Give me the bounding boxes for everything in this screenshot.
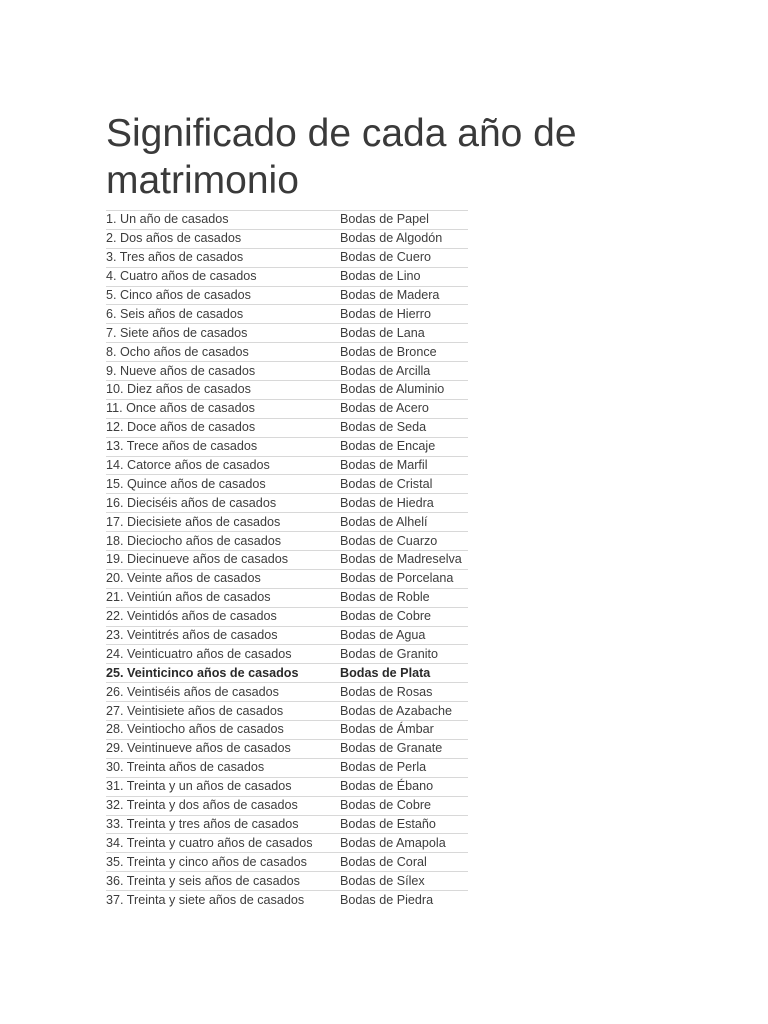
anniversary-name: Bodas de Azabache xyxy=(340,703,453,718)
anniversary-name: Bodas de Agua xyxy=(340,628,426,643)
table-row xyxy=(106,437,468,456)
table-row xyxy=(106,494,468,513)
anniversary-name: Bodas de Lino xyxy=(340,269,421,284)
table-row xyxy=(106,815,468,834)
table-row xyxy=(106,286,468,305)
anniversary-name: Bodas de Piedra xyxy=(340,892,434,907)
anniversary-year: 21. Veintiún años de casados xyxy=(106,590,271,605)
table-row xyxy=(106,381,468,400)
table-row xyxy=(106,569,468,588)
table-row xyxy=(106,324,468,343)
anniversary-name: Bodas de Madreselva xyxy=(340,552,462,567)
table-row xyxy=(106,418,468,437)
anniversary-name: Bodas de Plata xyxy=(340,665,431,680)
anniversary-year: 17. Diecisiete años de casados xyxy=(106,514,281,529)
anniversary-year: 35. Treinta y cinco años de casados xyxy=(106,854,307,869)
table-row xyxy=(106,626,468,645)
anniversary-name: Bodas de Perla xyxy=(340,760,427,775)
anniversary-year: 26. Veintiséis años de casados xyxy=(106,684,279,699)
anniversary-year: 28. Veintiocho años de casados xyxy=(106,722,284,737)
anniversary-name: Bodas de Lana xyxy=(340,325,425,340)
anniversary-name: Bodas de Marfil xyxy=(340,458,428,473)
anniversary-name: Bodas de Cuero xyxy=(340,250,432,265)
anniversary-year: 9. Nueve años de casados xyxy=(106,363,256,378)
anniversary-name: Bodas de Cobre xyxy=(340,798,432,813)
anniversary-name: Bodas de Aluminio xyxy=(340,382,445,397)
table-row xyxy=(106,588,468,607)
anniversary-year: 30. Treinta años de casados xyxy=(106,760,265,775)
anniversary-year: 36. Treinta y seis años de casados xyxy=(106,873,300,888)
table-row xyxy=(106,456,468,475)
table-row xyxy=(106,702,468,721)
anniversary-year: 31. Treinta y un años de casados xyxy=(106,779,292,794)
anniversary-year: 14. Catorce años de casados xyxy=(106,458,270,473)
anniversary-name: Bodas de Ébano xyxy=(340,779,434,794)
anniversary-year: 23. Veintitrés años de casados xyxy=(106,628,278,643)
anniversary-year: 13. Trece años de casados xyxy=(106,439,258,454)
anniversary-name: Bodas de Hierro xyxy=(340,306,432,321)
anniversary-year: 37. Treinta y siete años de casados xyxy=(106,892,305,907)
anniversary-name: Bodas de Papel xyxy=(340,212,429,227)
table-row xyxy=(106,607,468,626)
anniversary-name: Bodas de Estaño xyxy=(340,816,436,831)
anniversary-year: 24. Veinticuatro años de casados xyxy=(106,646,292,661)
document-page xyxy=(106,110,666,909)
anniversary-year: 18. Dieciocho años de casados xyxy=(106,533,282,548)
table-row xyxy=(106,211,468,230)
anniversary-year: 8. Ocho años de casados xyxy=(106,344,249,359)
table-row xyxy=(106,891,468,910)
anniversary-name: Bodas de Arcilla xyxy=(340,363,431,378)
anniversary-name: Bodas de Acero xyxy=(340,401,429,416)
page-title: Significado de cada año de matrimonio xyxy=(106,112,577,202)
anniversary-name: Bodas de Porcelana xyxy=(340,571,454,586)
anniversary-name: Bodas de Coral xyxy=(340,854,427,869)
anniversary-name: Bodas de Cobre xyxy=(340,609,432,624)
anniversary-name: Bodas de Hiedra xyxy=(340,495,434,510)
anniversary-name: Bodas de Rosas xyxy=(340,684,433,699)
anniversary-year: 32. Treinta y dos años de casados xyxy=(106,798,298,813)
anniversary-year: 2. Dos años de casados xyxy=(106,231,242,246)
anniversary-year: 25. Veinticinco años de casados xyxy=(106,665,299,680)
table-row xyxy=(106,248,468,267)
anniversary-year: 20. Veinte años de casados xyxy=(106,571,261,586)
table-row xyxy=(106,532,468,551)
anniversary-name: Bodas de Bronce xyxy=(340,344,437,359)
anniversary-year: 6. Seis años de casados xyxy=(106,306,244,321)
table-row xyxy=(106,229,468,248)
table-row xyxy=(106,777,468,796)
table-row xyxy=(106,721,468,740)
anniversary-year: 12. Doce años de casados xyxy=(106,420,256,435)
anniversary-year: 22. Veintidós años de casados xyxy=(106,609,277,624)
table-row xyxy=(106,645,468,664)
anniversary-year: 19. Diecinueve años de casados xyxy=(106,552,289,567)
anniversary-year: 5. Cinco años de casados xyxy=(106,288,251,302)
table-row xyxy=(106,399,468,418)
anniversary-year: 29. Veintinueve años de casados xyxy=(106,741,291,756)
anniversary-year: 4. Cuatro años de casados xyxy=(106,269,257,284)
anniversary-name: Bodas de Seda xyxy=(340,420,427,435)
anniversary-year: 10. Diez años de casados xyxy=(106,382,251,397)
table-row xyxy=(106,834,468,853)
anniversary-name: Bodas de Sílex xyxy=(340,873,425,888)
anniversary-name: Bodas de Alhelí xyxy=(340,514,428,529)
table-row xyxy=(106,343,468,362)
anniversary-name: Bodas de Encaje xyxy=(340,439,436,454)
anniversary-year: 16. Dieciséis años de casados xyxy=(106,495,277,510)
anniversary-year: 3. Tres años de casados xyxy=(106,250,244,265)
anniversary-year: 1. Un año de casados xyxy=(106,212,229,227)
anniversary-name: Bodas de Algodón xyxy=(340,231,443,246)
table-row xyxy=(106,796,468,815)
anniversary-year: 33. Treinta y tres años de casados xyxy=(106,816,299,831)
anniversary-table-body xyxy=(106,211,468,910)
anniversary-name: Bodas de Ámbar xyxy=(340,722,434,737)
table-row xyxy=(106,475,468,494)
anniversary-name: Bodas de Madera xyxy=(340,288,440,302)
anniversary-year: 27. Veintisiete años de casados xyxy=(106,703,284,718)
table-row xyxy=(106,872,468,891)
table-row xyxy=(106,853,468,872)
anniversary-name: Bodas de Amapola xyxy=(340,835,446,850)
anniversary-year: 15. Quince años de casados xyxy=(106,476,266,491)
anniversary-year: 34. Treinta y cuatro años de casados xyxy=(106,835,313,850)
anniversary-name: Bodas de Granito xyxy=(340,646,439,661)
table-row xyxy=(106,551,468,570)
table-row xyxy=(106,305,468,324)
table-row xyxy=(106,513,468,532)
anniversary-name: Bodas de Cuarzo xyxy=(340,533,438,548)
anniversary-name: Bodas de Roble xyxy=(340,590,430,605)
anniversary-name: Bodas de Cristal xyxy=(340,476,433,491)
anniversary-table xyxy=(106,210,468,909)
anniversary-year: 7. Siete años de casados xyxy=(106,325,248,340)
table-row xyxy=(106,758,468,777)
table-row xyxy=(106,362,468,381)
table-row xyxy=(106,739,468,758)
table-row xyxy=(106,267,468,286)
anniversary-year: 11. Once años de casados xyxy=(106,401,255,416)
table-row xyxy=(106,664,468,683)
table-row xyxy=(106,683,468,702)
anniversary-name: Bodas de Granate xyxy=(340,741,443,756)
